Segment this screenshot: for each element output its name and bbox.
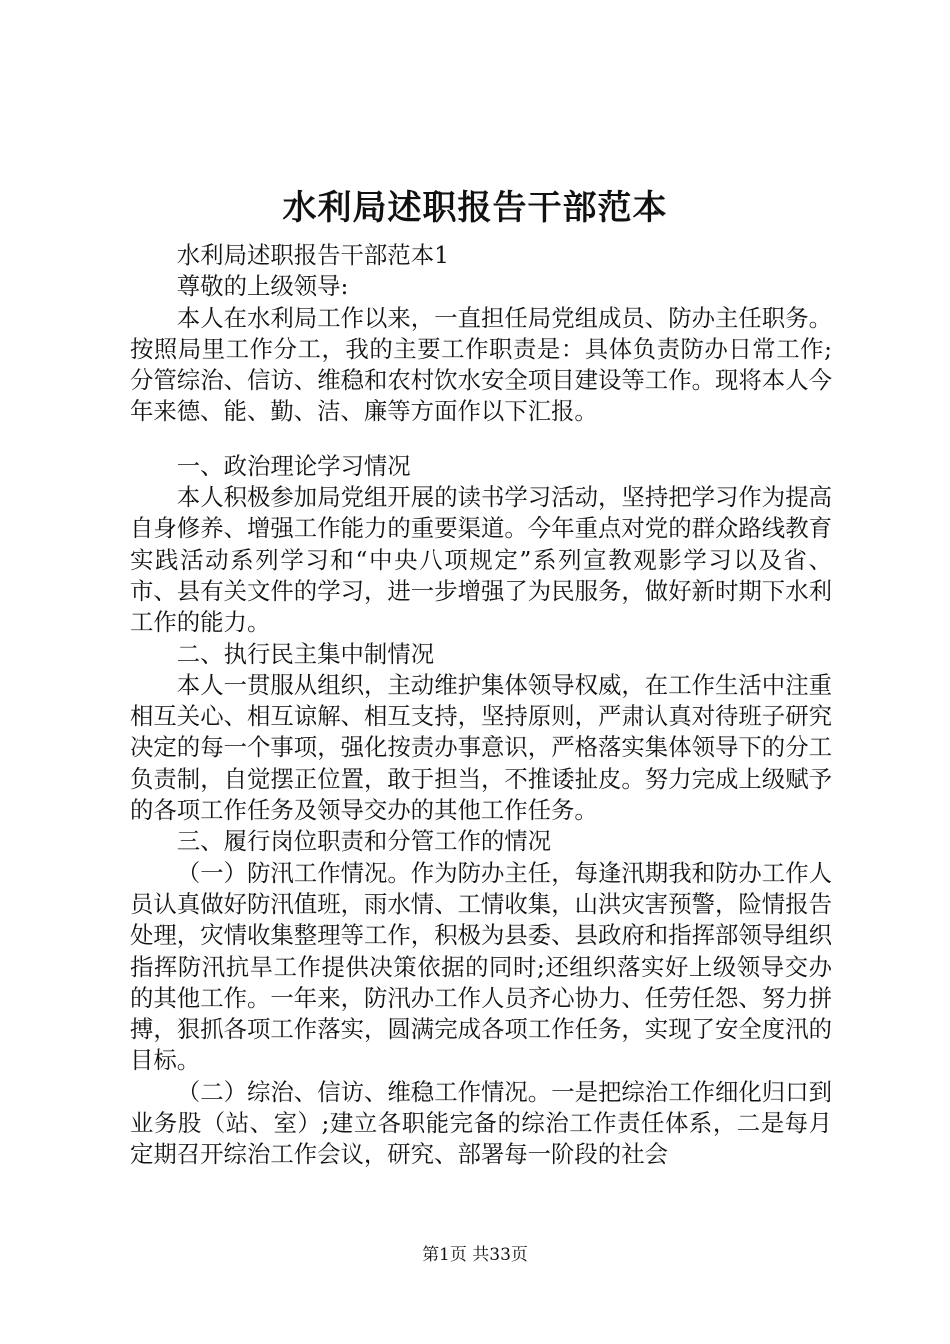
section-heading-3: 三、履行岗位职责和分管工作的情况 bbox=[176, 827, 552, 856]
subtitle-paragraph: 水利局述职报告干部范本1 bbox=[176, 241, 449, 269]
document-body bbox=[130, 240, 832, 1171]
section-2-paragraph: 本人一贯服从组织，主动维护集体领导权威，在工作生活中注重相互关心、相互谅解、相互支持，坚持原则，严肃认真对待班子研究决定的每一个事项，强化按责办事意识，严格落实集体领导下的分工负责制，自觉摆正位置，敢于担当，不推诿扯皮。努力完成上级赋予的各项工作任务及领导交办的其他工作任务。 bbox=[130, 670, 832, 825]
section-heading-1: 一、政治理论学习情况 bbox=[176, 451, 411, 480]
intro-paragraph: 本人在水利局工作以来，一直担任局党组成员、防办主任职务。按照局里工作分工，我的主要工作职责是：具体负责防办日常工作;分管综治、信访、维稳和农村饮水安全项目建设等工作。现将本人今年来德、能、勤、洁、廉等方面作以下汇报。 bbox=[130, 303, 832, 426]
salutation-paragraph: 尊敬的上级领导: bbox=[176, 272, 349, 301]
page-number-footer: 第1页 共33页 bbox=[422, 1245, 528, 1265]
section-3-2-paragraph: （二）综治、信访、维稳工作情况。一是把综治工作细化归口到业务股（站、室）;建立各职能完备的综治工作责任体系，二是每月定期召开综治工作会议，研究、部署每一阶段的社会 bbox=[130, 1077, 832, 1169]
section-1-paragraph: 本人积极参加局党组开展的读书学习活动，坚持把学习作为提高自身修养、增强工作能力的重要渠道。今年重点对党的群众路线教育实践活动系列学习和“中央八项规定”系列宣教观影学习以及省、市、县有关文件的学习，进一步增强了为民服务，做好新时期下水利工作的能力。 bbox=[130, 483, 832, 637]
document-title: 水利局述职报告干部范本 bbox=[282, 188, 668, 228]
section-3-1-paragraph: （一）防汛工作情况。作为防办主任，每逢汛期我和防办工作人员认真做好防汛值班，雨水情、工情收集，山洪灾害预警，险情报告处理，灾情收集整理等工作，积极为县委、县政府和指挥部领导组织指挥防汛抗旱工作提供决策依据的同时;还组织落实好上级领导交办的其他工作。一年来，防汛办工作人员齐心协力、任劳任怨、努力拼搏，狠抓各项工作落实，圆满完成各项工作任务，实现了安全度汛的目标。 bbox=[130, 858, 832, 1075]
section-heading-2: 二、执行民主集中制情况 bbox=[176, 639, 435, 668]
